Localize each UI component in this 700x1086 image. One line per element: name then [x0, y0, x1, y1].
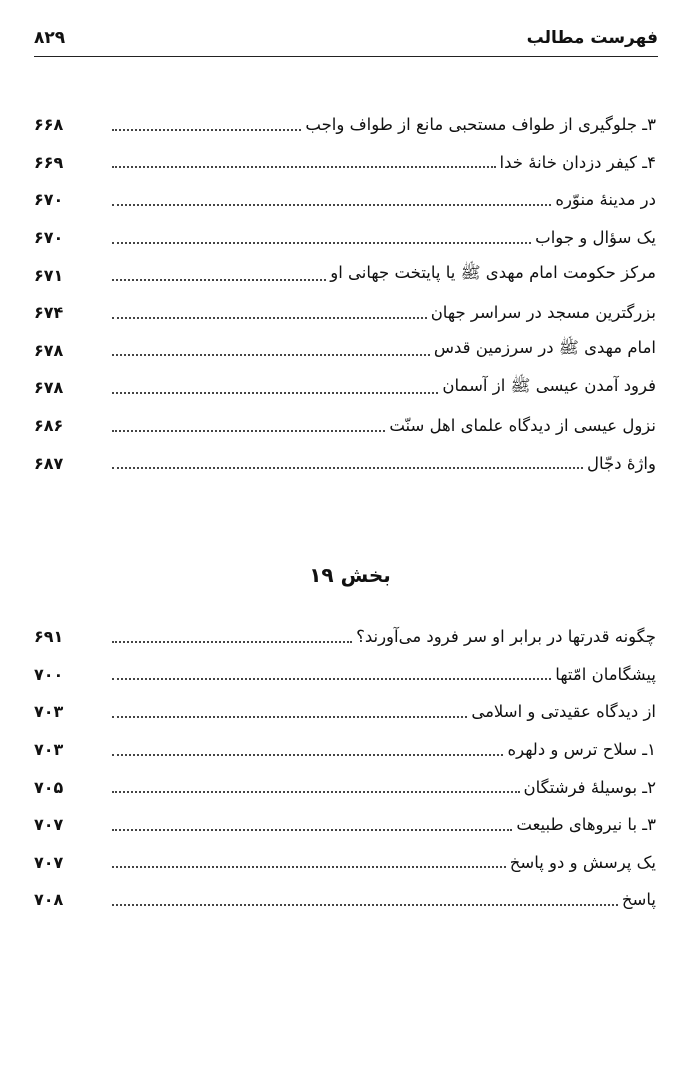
toc-entry-page: ۷۰۷	[34, 852, 64, 872]
toc-entry-title: نزول عیسی از دیدگاه علمای اهل سنّت	[389, 416, 656, 436]
toc-entry-title: ۴ـ کیفر دزدان خانهٔ خدا	[499, 152, 656, 172]
toc-entry-page: ۶۷۰	[34, 190, 64, 210]
dot-leader	[112, 829, 512, 831]
page-number: ۸۲۹	[34, 28, 66, 48]
toc-entry	[34, 369, 656, 407]
toc-entry	[34, 768, 656, 806]
toc-entry-page: ۷۰۳	[34, 740, 64, 760]
toc-entry	[34, 144, 656, 182]
dot-leader	[112, 641, 352, 643]
dot-leader	[112, 204, 551, 206]
toc-entry-page: ۶۸۷	[34, 453, 64, 473]
dot-leader	[112, 354, 430, 356]
toc-entry-page: ۷۰۳	[34, 702, 64, 722]
toc-entry-title: یک سؤال و جواب	[535, 228, 656, 248]
toc-entry-title: یک پرسش و دو پاسخ	[509, 852, 656, 872]
toc-entry-page: ۶۹۱	[34, 627, 64, 647]
toc-entry-title: ۳ـ با نیروهای طبیعت	[516, 815, 656, 835]
toc-list-part2	[34, 618, 656, 919]
toc-entry-page: ۶۷۰	[34, 228, 64, 248]
toc-entry	[34, 294, 656, 332]
dot-leader	[112, 866, 506, 868]
dot-leader	[112, 279, 326, 281]
dot-leader	[112, 678, 551, 680]
dot-leader	[112, 791, 520, 793]
toc-entry	[34, 731, 656, 769]
dot-leader	[112, 467, 583, 469]
toc-entry-title: چگونه قدرتها در برابر او سر فرود می‌آورند؟	[356, 627, 656, 647]
toc-entry-title: مرکز حکومت امام مهدی ﷺ یا پایتخت جهانی او	[330, 263, 656, 283]
toc-entry	[34, 444, 656, 482]
toc-entry-page: ۶۶۸	[34, 115, 64, 135]
toc-entry-page: ۶۷۱	[34, 265, 64, 285]
dot-leader	[112, 166, 496, 168]
toc-entry-title: ۲ـ بوسیلهٔ فرشتگان	[523, 777, 656, 797]
toc-entry-page: ۶۶۹	[34, 152, 64, 172]
toc-entry	[34, 806, 656, 844]
toc-entry	[34, 407, 656, 445]
toc-entry	[34, 693, 656, 731]
header-title: فهرست مطالب	[526, 28, 658, 48]
toc-entry-page: ۷۰۰	[34, 664, 64, 684]
toc-entry-title: از دیدگاه عقیدتی و اسلامی	[471, 702, 656, 722]
toc-entry-title: واژهٔ دجّال	[587, 453, 656, 473]
dot-leader	[112, 129, 301, 131]
section-heading: بخش ۱۹	[309, 563, 391, 587]
toc-entry-page: ۷۰۵	[34, 777, 64, 797]
toc-entry-page: ۶۷۸	[34, 340, 64, 360]
toc-entry	[34, 618, 656, 656]
toc-entry-title: بزرگترین مسجد در سراسر جهان	[430, 303, 656, 323]
toc-entry-title: پاسخ	[621, 890, 656, 910]
dot-leader	[112, 716, 467, 718]
toc-entry-title: امام مهدی ﷺ در سرزمین قدس	[433, 338, 656, 358]
dot-leader	[112, 317, 427, 319]
dot-leader	[112, 392, 438, 394]
toc-entry-title: در مدینهٔ منوّره	[555, 190, 656, 210]
toc-entry	[34, 256, 656, 294]
toc-entry-title: پیشگامان امّتها	[555, 664, 656, 684]
toc-entry-title: ۱ـ سلاح ترس و دلهره	[507, 740, 656, 760]
toc-entry	[34, 106, 656, 144]
toc-entry-page: ۶۷۸	[34, 378, 64, 398]
toc-entry-page: ۷۰۸	[34, 890, 64, 910]
toc-entry-page: ۷۰۷	[34, 815, 64, 835]
toc-entry	[34, 219, 656, 257]
toc-entry-title: ۳ـ جلوگیری از طواف مستحبی مانع از طواف واجب	[305, 115, 656, 135]
dot-leader	[112, 754, 503, 756]
dot-leader	[112, 430, 385, 432]
toc-entry	[34, 844, 656, 882]
toc-entry	[34, 656, 656, 694]
toc-entry-title: فرود آمدن عیسی ﷺ از آسمان	[442, 375, 656, 395]
toc-entry-page: ۶۸۶	[34, 416, 64, 436]
toc-entry-page: ۶۷۴	[34, 303, 64, 323]
toc-entry	[34, 881, 656, 919]
dot-leader	[112, 242, 531, 244]
toc-entry	[34, 332, 656, 370]
toc-entry	[34, 181, 656, 219]
running-header	[34, 20, 658, 57]
toc-list-part1	[34, 106, 656, 482]
dot-leader	[112, 904, 618, 906]
